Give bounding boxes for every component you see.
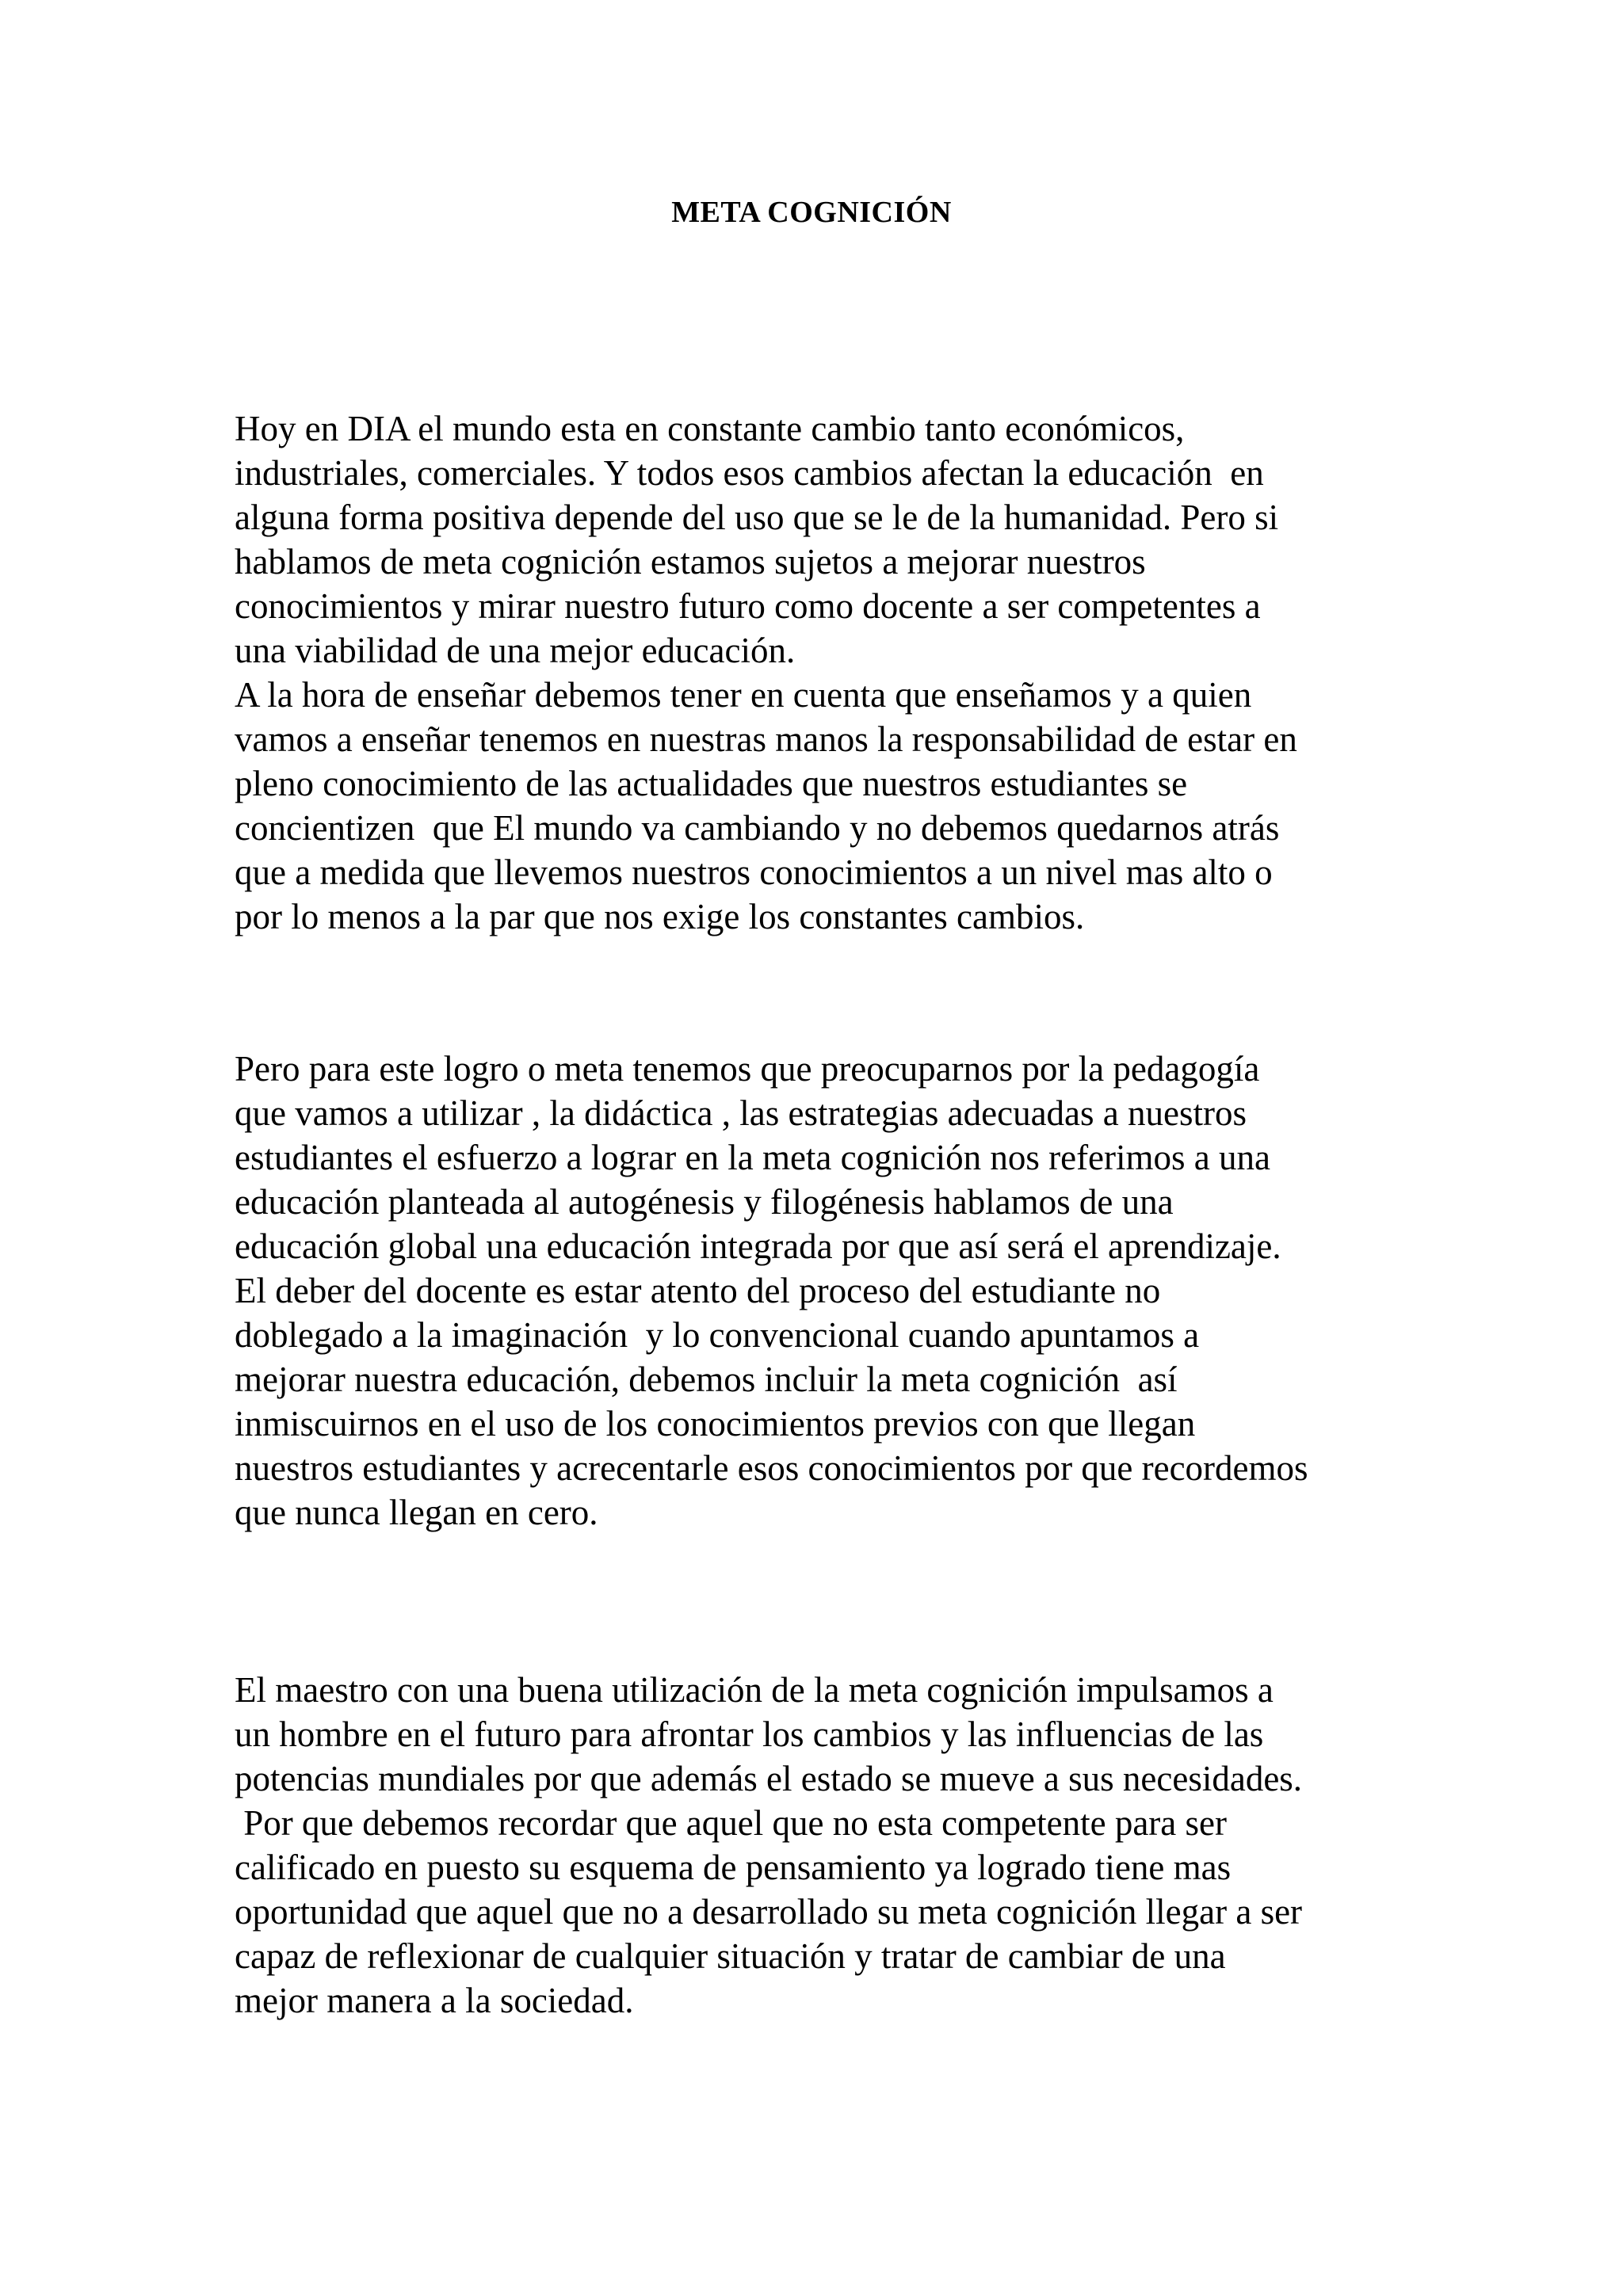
- paragraph-line: educación planteada al autogénesis y filogénesis hablamos de una: [235, 1182, 1174, 1222]
- paragraph-line: doblegado a la imaginación y lo convencional cuando apuntamos a: [235, 1315, 1200, 1355]
- paragraph-line: mejorar nuestra educación, debemos incluir la meta cognición así: [235, 1360, 1178, 1399]
- document-title: META COGNICIÓN: [671, 196, 952, 229]
- paragraph-line: Hoy en DIA el mundo esta en constante cambio tanto económicos,: [235, 409, 1185, 448]
- paragraph-line: Por que debemos recordar que aquel que no esta competente para ser: [235, 1803, 1227, 1843]
- paragraph-line: por lo menos a la par que nos exige los constantes cambios.: [235, 897, 1085, 936]
- paragraph-line: oportunidad que aquel que no a desarrollado su meta cognición llegar a ser: [235, 1892, 1303, 1932]
- paragraph-line: Pero para este logro o meta tenemos que preocuparnos por la pedagogía: [235, 1049, 1260, 1089]
- paragraph-1: [235, 406, 1407, 939]
- paragraph-line: un hombre en el futuro para afrontar los cambios y las influencias de las: [235, 1714, 1264, 1754]
- paragraph-line: mejor manera a la sociedad.: [235, 1981, 634, 2020]
- paragraph-line: vamos a enseñar tenemos en nuestras manos la responsabilidad de estar en: [235, 719, 1297, 759]
- paragraph-line: una viabilidad de una mejor educación.: [235, 631, 796, 670]
- paragraph-line: estudiantes el esfuerzo a lograr en la meta cognición nos referimos a una: [235, 1138, 1270, 1177]
- paragraph-line: que nunca llegan en cero.: [235, 1493, 598, 1532]
- paragraph-line: que a medida que llevemos nuestros conocimientos a un nivel mas alto o: [235, 852, 1273, 892]
- paragraph-line: inmiscuirnos en el uso de los conocimientos previos con que llegan: [235, 1404, 1196, 1444]
- paragraph-line: conocimientos y mirar nuestro futuro como docente a ser competentes a: [235, 586, 1261, 626]
- paragraph-line: hablamos de meta cognición estamos sujetos a mejorar nuestros: [235, 542, 1146, 582]
- paragraph-line: educación global una educación integrada por que así será el aprendizaje.: [235, 1226, 1281, 1266]
- paragraph-line: alguna forma positiva depende del uso que se le de la humanidad. Pero si: [235, 498, 1279, 537]
- paragraph-line: calificado en puesto su esquema de pensamiento ya logrado tiene mas: [235, 1848, 1232, 1887]
- paragraph-line: A la hora de enseñar debemos tener en cuenta que enseñamos y a quien: [235, 675, 1252, 715]
- paragraph-line: concientizen que El mundo va cambiando y no debemos quedarnos atrás: [235, 808, 1280, 848]
- paragraph-2: [235, 1047, 1407, 1535]
- paragraph-line: potencias mundiales por que además el estado se mueve a sus necesidades.: [235, 1759, 1303, 1798]
- paragraph-line: El deber del docente es estar atento del proceso del estudiante no: [235, 1271, 1161, 1310]
- paragraph-line: industriales, comerciales. Y todos esos cambios afectan la educación en: [235, 453, 1264, 493]
- paragraph-line: nuestros estudiantes y acrecentarle esos conocimientos por que recordemos: [235, 1448, 1308, 1488]
- paragraph-line: El maestro con una buena utilización de la meta cognición impulsamos a: [235, 1670, 1274, 1710]
- paragraph-line: capaz de reflexionar de cualquier situación y tratar de cambiar de una: [235, 1936, 1226, 1976]
- paragraph-line: pleno conocimiento de las actualidades que nuestros estudiantes se: [235, 764, 1188, 803]
- paragraph-line: que vamos a utilizar , la didáctica , las estrategias adecuadas a nuestros: [235, 1093, 1247, 1133]
- paragraph-3: [235, 1668, 1407, 2023]
